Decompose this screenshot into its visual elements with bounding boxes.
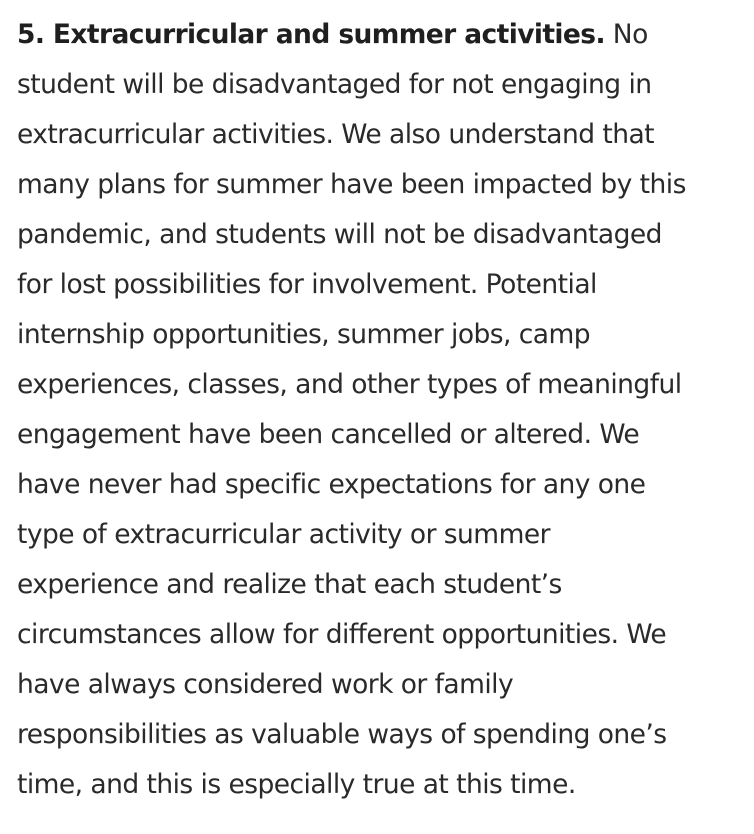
paragraph-line-10: have never had specific expectations for any one (17, 469, 646, 500)
paragraph-line-3: extracurricular activities. We also understand that (17, 119, 654, 150)
paragraph-line-13: circumstances allow for different opportunities. We (17, 619, 667, 650)
paragraph-line-14: have always considered work or family (17, 669, 514, 700)
paragraph-line-7: internship opportunities, summer jobs, camp (17, 319, 591, 350)
paragraph-line-12: experience and realize that each student’s (17, 569, 562, 600)
paragraph-line-11: type of extracurricular activity or summer (17, 519, 550, 550)
paragraph-line-2: student will be disadvantaged for not engaging in (17, 69, 652, 100)
policy-paragraph (17, 10, 741, 810)
line-text-1: No (604, 19, 648, 50)
paragraph-line-5: pandemic, and students will not be disadvantaged (17, 219, 662, 250)
paragraph-line-16: time, and this is especially true at this time. (17, 769, 576, 800)
section-heading: 5. Extracurricular and summer activities. (17, 19, 605, 50)
paragraph-line-4: many plans for summer have been impacted by this (17, 169, 686, 200)
paragraph-line-9: engagement have been cancelled or altered. We (17, 419, 640, 450)
paragraph-line-1 (17, 10, 741, 60)
paragraph-line-8: experiences, classes, and other types of meaningful (17, 369, 682, 400)
paragraph-line-6: for lost possibilities for involvement. Potential (17, 269, 597, 300)
paragraph-line-15: responsibilities as valuable ways of spending one’s (17, 719, 667, 750)
